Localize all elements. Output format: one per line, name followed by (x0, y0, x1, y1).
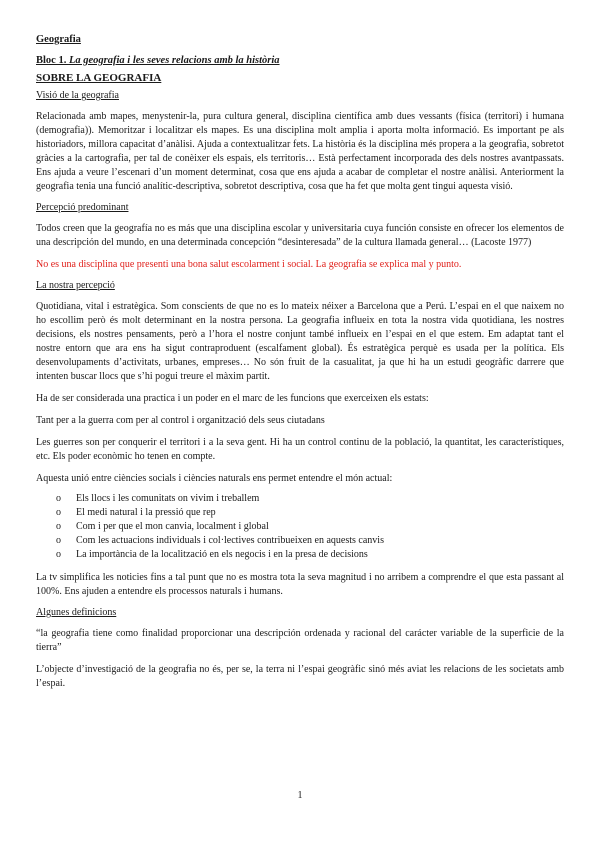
page-number: 1 (297, 790, 303, 801)
document-title: Geografia (36, 34, 81, 45)
heading-definitions: Algunes definicions (36, 607, 117, 618)
bullet-icon: o (56, 521, 61, 532)
list-item (56, 534, 564, 548)
bloc-prefix: Bloc 1. (36, 55, 69, 66)
heading-our-perception: La nostra percepció (36, 280, 115, 291)
paragraph-our-perception-5: Aquesta unió entre ciències socials i ciències naturals ens permet entendre el món actual: (36, 473, 393, 484)
bloc-name: La geografia i les seves relacions amb la història (68, 55, 280, 66)
paragraph-vision: Relacionada amb mapes, menystenir-la, pura cultura general, disciplina científica amb dues vessants (física (territori) i humana (demografia)). Memoritzar i localitzar els mapes. Es una disciplina molt amplia i aporta molta informació. Es important pe als historiadors, millora capacitat d’anàlisi. Ajuda a contextualitzar fets. La història és la disciplina més propera a la geografia, sobretot gràcies a la cartografia, per tal de conèixer els espais, els territoris… Està perfectament incorporada des dels nostres avantpassats. Ens ajuda a veure l’escenari d’un moment determinat, cosa que ens ajuda a acabar de completar el nostre anàlisi. Anteriorment la geografia tenia una funció analític-descriptiva, sobretot descriptiva, cosa que ha fet que molta gent tingui aquesta visió. (36, 111, 564, 192)
paragraph-perception-red: No es una disciplina que presenti una bona salut escolarment i social. La geografia se explica mal y punto. (36, 259, 462, 270)
bullet-list (36, 492, 564, 562)
list-item-text: Els llocs i les comunitats on vivim i treballem (76, 493, 260, 504)
bullet-icon: o (56, 549, 61, 560)
paragraph-our-perception-4: Les guerres son per conquerir el territori i a la seva gent. Hi ha un control continu de la població, la quantitat, les característiques, etc. Els poder econòmic ho tenen en compte. (36, 437, 564, 462)
list-item-text: La importància de la localització en els negocis i en la presa de decisions (76, 549, 368, 560)
section-title: SOBRE LA GEOGRAFIA (36, 72, 162, 84)
paragraph-our-perception-3: Tant per a la guerra com per al control i organització dels seus ciutadans (36, 415, 325, 426)
bullet-icon: o (56, 493, 61, 504)
heading-perception: Percepció predominant (36, 202, 129, 213)
list-item (56, 506, 564, 520)
paragraph-definitions: L’objecte d’investigació de la geografia no és, per se, la terra ni l’espai geogràfic sinó més aviat les relacions de les societats amb l’espai. (36, 664, 564, 689)
bullet-icon: o (56, 535, 61, 546)
bloc-title (36, 55, 564, 66)
list-item (56, 520, 564, 534)
list-item-text: El medi natural i la pressió que rep (76, 507, 216, 518)
paragraph-our-perception-1: Quotidiana, vital i estratègica. Som conscients de que no es lo mateix néixer a Barcelona que a Perú. L’espai en el que naixem no ho escollim però és molt determinant en la nostra persona. La geografia influeix en tota la nostra vida quotidiana, les nostres decisions, els nostres pensaments, però a l’hora el nostre conjunt també influeix en l’espai en el que estem. Em adaptat tant el nostre entorn que ara ens ha sigut contraproduent (escalfament global). És estratègica perquè es usada per la política. Els desenvolupaments d’activitats, urbanes, empreses… No són fruit de la casualitat, ja que hi ha un estudi geogràfic darrere que intenten buscar llocs que s’hi pogui treure el màxim partit. (36, 301, 564, 382)
list-item-text: Com les actuacions individuals i col·lectives contribueixen en aquests canvis (76, 535, 384, 546)
list-item (56, 548, 564, 562)
paragraph-perception: Todos creen que la geografía no es más que una disciplina escolar y universitaria cuya función consiste en ofrecer los elementos de una descripción del mundo, en una determinada concepción “desinteresada” de la cultura llamada general… (Lacoste 1977) (36, 223, 564, 248)
list-item (56, 492, 564, 506)
paragraph-definitions-quote: “la geografia tiene como finalidad proporcionar una descripción ordenada y racional del carácter variable de la superficie de la tierra” (36, 628, 564, 653)
document-page (36, 30, 564, 699)
bullet-icon: o (56, 507, 61, 518)
paragraph-our-perception-6: La tv simplifica les noticies fins a tal punt que no es mostra tota la seva magnitud i no arribem a comprendre el que esta passant al 100%. Ens ajuden a entendre els processos naturals i humans. (36, 572, 564, 597)
heading-vision: Visió de la geografia (36, 90, 119, 101)
list-item-text: Com i per que el mon canvia, localment i global (76, 521, 269, 532)
paragraph-our-perception-2: Ha de ser considerada una practica i un poder en el marc de les funcions que exerceixen els estats: (36, 393, 429, 404)
